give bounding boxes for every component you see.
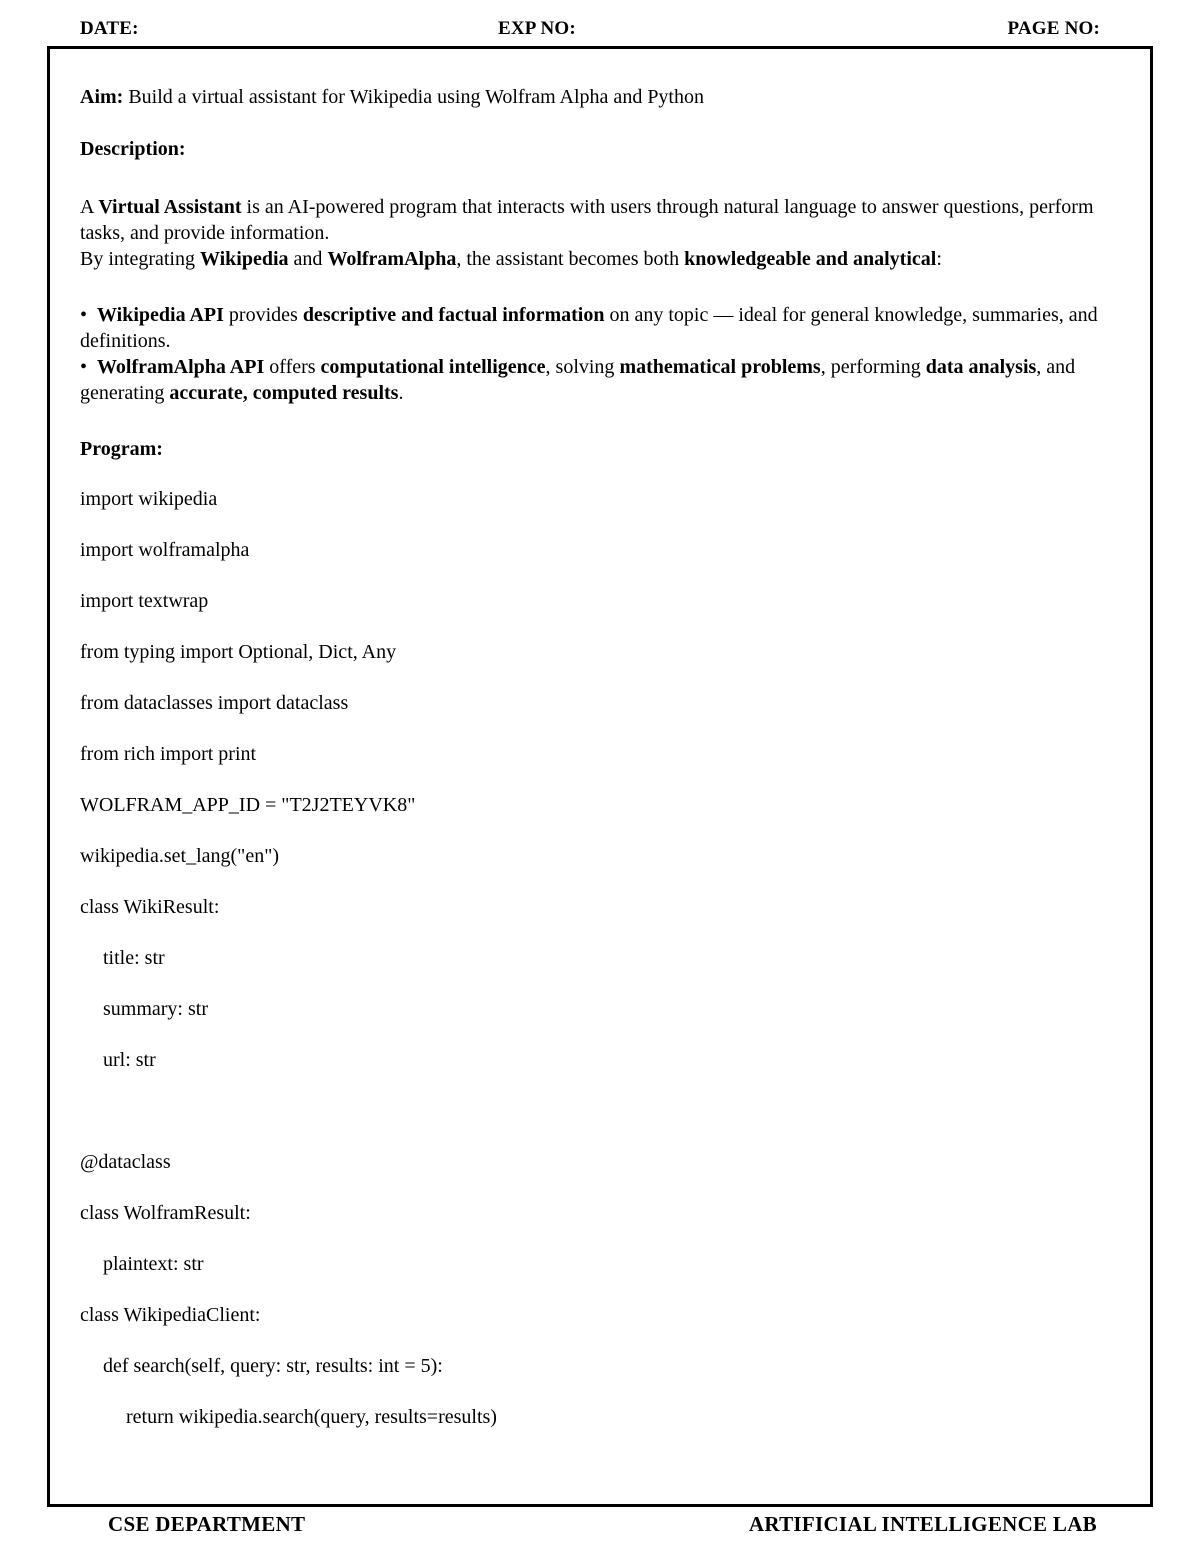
code-line: wikipedia.set_lang("en") (80, 845, 280, 867)
description-heading: Description: (80, 138, 186, 160)
code-line: return wikipedia.search(query, results=results) (126, 1406, 497, 1428)
code-line: @dataclass (80, 1151, 171, 1173)
code-line: url: str (103, 1049, 156, 1071)
header-date-label: DATE: (80, 18, 139, 39)
code-line: class WikipediaClient: (80, 1304, 261, 1326)
footer-department: CSE DEPARTMENT (108, 1512, 306, 1536)
code-line: from typing import Optional, Dict, Any (80, 641, 397, 663)
code-line: import textwrap (80, 590, 209, 612)
aim-line (80, 84, 1110, 110)
code-line: from rich import print (80, 743, 257, 765)
code-line: plaintext: str (103, 1253, 204, 1275)
program-heading: Program: (80, 438, 163, 460)
code-line: class WikiResult: (80, 896, 220, 918)
code-line: import wolframalpha (80, 539, 250, 561)
aim-text: Build a virtual assistant for Wikipedia using Wolfram Alpha and Python (128, 86, 704, 108)
aim-label: Aim: (80, 86, 124, 108)
description-paragraph-2: By integrating Wikipedia and WolframAlpha, the assistant becomes both knowledgeable and analytical: (80, 248, 942, 270)
program-code (80, 486, 1110, 1455)
code-line: class WolframResult: (80, 1202, 251, 1224)
footer-lab-name: ARTIFICIAL INTELLIGENCE LAB (748, 1512, 1097, 1536)
code-line: WOLFRAM_APP_ID = "T2J2TEYVK8" (80, 794, 416, 816)
header-exp-no-label: EXP NO: (498, 18, 576, 39)
code-line: def search(self, query: str, results: int = 5): (103, 1355, 443, 1377)
bullet-wolframalpha: • WolframAlpha API offers computational intelligence, solving mathematical problems, performing data analysis, and generating accurate, computed results. (80, 356, 1076, 404)
code-line: from dataclasses import dataclass (80, 692, 349, 714)
code-blank-line (80, 1098, 1110, 1149)
description-paragraph-1: A Virtual Assistant is an AI-powered program that interacts with users through natural language to answer questions, perform tasks, and provide information. (80, 196, 1094, 244)
page-content (80, 84, 1110, 1455)
bullet-icon: • (80, 304, 88, 326)
bullet-icon: • (80, 356, 88, 378)
code-line: title: str (103, 947, 165, 969)
header-page-no-label: PAGE NO: (1007, 18, 1100, 39)
code-line: import wikipedia (80, 488, 218, 510)
bullet-wikipedia: • Wikipedia API provides descriptive and factual information on any topic — ideal for general knowledge, summaries, and definitions. (80, 304, 1098, 352)
code-line: summary: str (103, 998, 208, 1020)
